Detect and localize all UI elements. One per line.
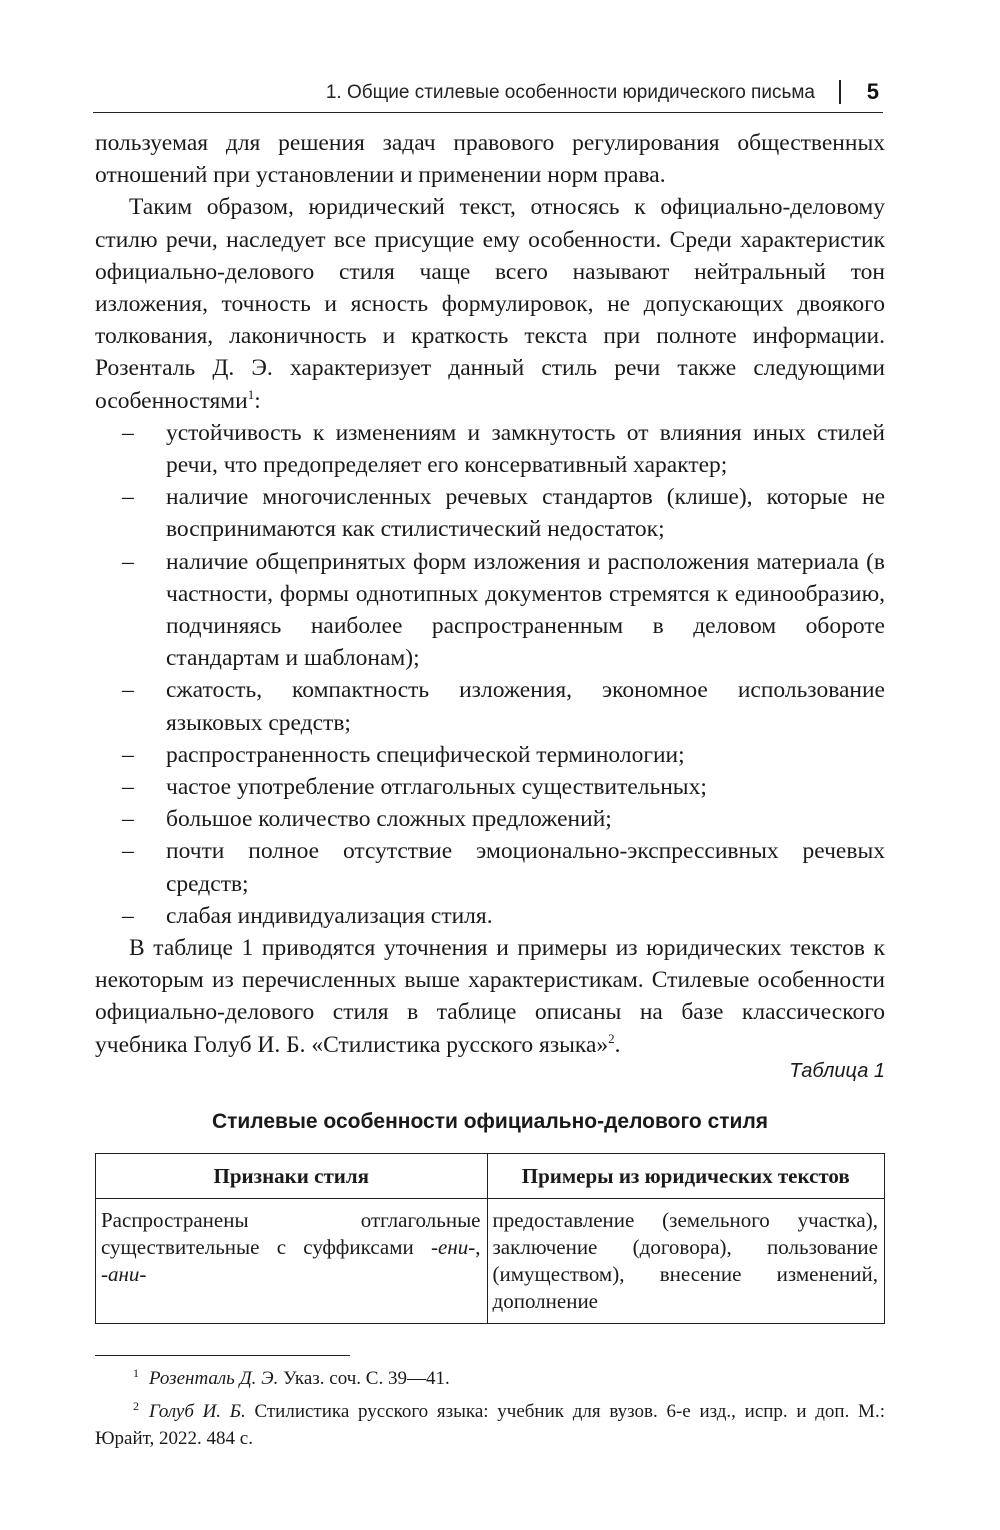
- dash-bullet: –: [122, 806, 134, 833]
- footnote-number: 1: [133, 1365, 139, 1380]
- table-cell-example: предоставление (земельного участка), заключение (договора), пользование (имуществом), внесение изменений, дополнение: [487, 1199, 884, 1324]
- table-row: [96, 1199, 885, 1324]
- list-item: [95, 417, 885, 481]
- body-text: [95, 127, 885, 1061]
- paragraph-table-intro: [95, 932, 885, 1061]
- list-item: [95, 771, 885, 803]
- list-item-text: почти полное отсутствие эмоционально-экспрессивных речевых средств;: [166, 838, 885, 897]
- footnote-number: 2: [133, 1398, 139, 1413]
- list-item: [95, 739, 885, 771]
- dash-bullet: –: [122, 741, 134, 768]
- list-item: [95, 546, 885, 675]
- chapter-title: 1. Общие стилевые особенности юридического письма: [325, 82, 815, 103]
- dash-bullet: –: [122, 677, 134, 704]
- header-separator: [839, 80, 841, 104]
- running-header: [93, 78, 883, 113]
- table-caption: Таблица 1: [789, 1060, 885, 1082]
- footnote: [95, 1365, 885, 1392]
- paragraph-table-intro-end: .: [614, 1031, 621, 1058]
- footnote: [95, 1398, 885, 1452]
- list-item-text: устойчивость к изменениям и замкнутость от влияния иных стилей речи, что предопределяет его консервативный характер;: [166, 419, 885, 479]
- paragraph-intro-end: :: [254, 387, 261, 414]
- footnote-author: Розенталь Д. Э.: [149, 1368, 279, 1389]
- list-item: [95, 803, 885, 835]
- paragraph-intro: [95, 191, 885, 416]
- footnote-divider: [95, 1355, 350, 1356]
- suffix: -ани-: [101, 1262, 147, 1286]
- sign-text: Распространены отглагольные существительные с суффиксами: [101, 1208, 481, 1259]
- suffix: -ени-: [431, 1235, 476, 1259]
- table-cell-sign: [96, 1199, 488, 1324]
- column-header: Примеры из юридических текстов: [487, 1154, 884, 1199]
- list-item-text: большое количество сложных предложений;: [166, 806, 612, 833]
- footnote-ref-2: 2: [608, 1030, 615, 1046]
- footnote-text: Стилистика русского языка: учебник для вузов. 6-е изд., испр. и доп. М.: Юрайт, 2022. 484 с.: [95, 1401, 885, 1449]
- footnote-author: Голуб И. Б.: [149, 1401, 246, 1422]
- footnote-text: Указ. соч. С. 39—41.: [278, 1368, 450, 1389]
- dash-bullet: –: [122, 774, 134, 801]
- paragraph-table-intro-text: В таблице 1 приводятся уточнения и примеры из юридических текстов к некоторым из перечисленных выше характеристикам. Стилевые особенности официально-делового стиля в таблице описаны на базе классического учебника Голуб И. Б. «Стилистика русского языка»: [95, 935, 885, 1058]
- list-item: [95, 835, 885, 899]
- footnotes: [95, 1365, 885, 1458]
- list-item-text: частое употребление отглагольных существительных;: [166, 774, 707, 801]
- list-item-text: наличие многочисленных речевых стандартов (клише), которые не воспринимаются как стилистический недостаток;: [166, 484, 885, 543]
- footnote-ref-1: 1: [247, 386, 255, 402]
- dash-bullet: –: [122, 838, 134, 865]
- dash-bullet: –: [122, 548, 134, 575]
- paragraph-continuation: пользуемая для решения задач правового регулирования общественных отношений при установлении и применении норм права.: [95, 130, 885, 189]
- list-item-text: сжатость, компактность изложения, экономное использование языковых средств;: [166, 677, 885, 736]
- dash-bullet: –: [122, 419, 134, 446]
- list-item: [95, 481, 885, 545]
- table-header-row: [96, 1154, 885, 1199]
- page-number: 5: [866, 79, 879, 104]
- list-item: [95, 900, 885, 932]
- table-title: Стилевые особенности официально-делового стиля: [211, 1110, 769, 1133]
- list-item-text: наличие общепринятых форм изложения и расположения материала (в частности, формы однотипных документов стремятся к единообразию, подчиняясь наиболее распространенным в деловом обороте стандартам и шаблонам);: [166, 548, 885, 672]
- list-item-text: распространенность специфической терминологии;: [166, 741, 685, 768]
- list-item: [95, 674, 885, 738]
- suffix-separator: ,: [475, 1235, 481, 1259]
- style-features-table: [95, 1153, 885, 1324]
- list-item-text: слабая индивидуализация стиля.: [166, 902, 493, 929]
- dash-bullet: –: [122, 902, 134, 929]
- dash-bullet: –: [122, 484, 134, 511]
- column-header: Признаки стиля: [96, 1154, 488, 1199]
- paragraph-intro-text: Таким образом, юридический текст, относясь к официально-деловому стилю речи, наследует все присущие ему особенности. Среди характеристик официально-делового стиля чаще всего называют нейтральный тон изложения, точность и ясность формулировок, не допускающих двоякого толкования, лаконичность и краткость текста при полноте информации. Розенталь Д. Э. характеризует данный стиль речи также следующими особенностями: [95, 194, 885, 414]
- features-list: [95, 417, 885, 932]
